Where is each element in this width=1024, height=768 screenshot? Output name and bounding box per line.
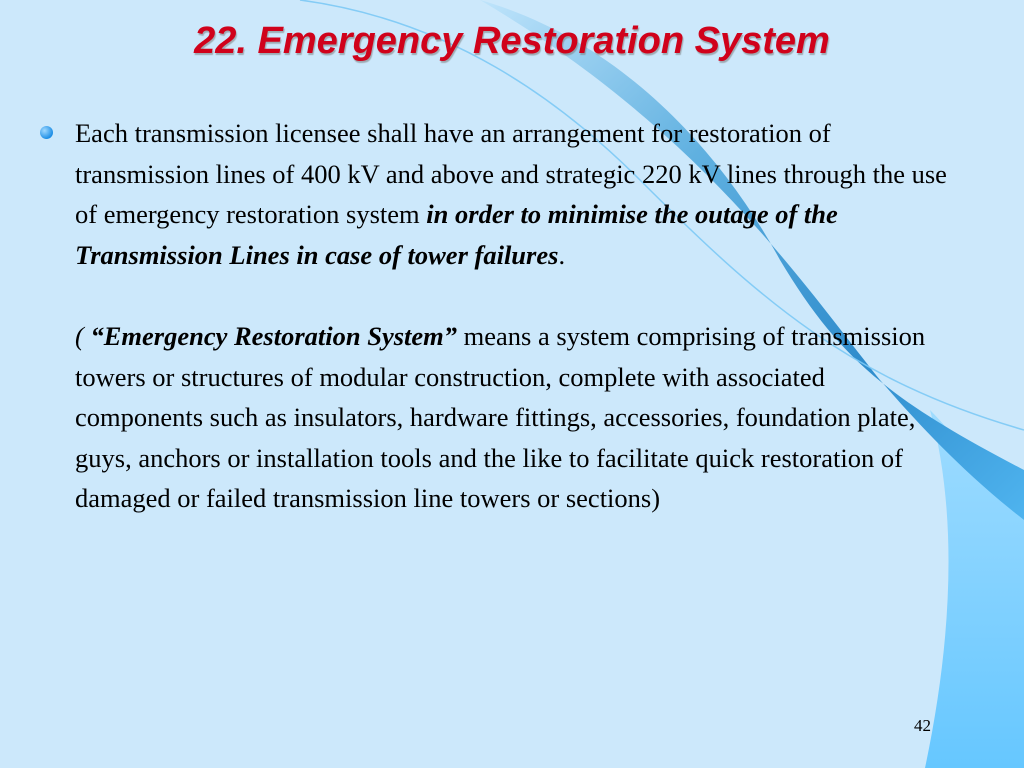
definition-paragraph xyxy=(75,316,954,519)
slide-title: 22. Emergency Restoration System xyxy=(194,20,830,62)
slide-body xyxy=(34,113,954,519)
definition-term: “Emergency Restoration System” xyxy=(90,321,458,351)
requirement-period: . xyxy=(558,239,566,270)
bullet-dot-icon xyxy=(40,126,53,139)
licensee-requirement-paragraph xyxy=(75,113,954,275)
page-number: 42 xyxy=(914,716,931,735)
definition-text: means a system comprising of transmission towers or structures of modular construction, complete with associated components such as insulators, hardware fittings, accessories, foundation plate, guys, anchors or installation tools and the like to facilitate quick restoration of damaged or failed transmission line towers or sections) xyxy=(75,321,926,513)
requirement-text: Each transmission licensee shall have an arrangement for restoration of transmission lines of 400 kV and above and strategic 220 kV lines through the use of emergency restoration system xyxy=(75,118,947,229)
bullet-item xyxy=(34,113,954,519)
definition-open-paren: ( xyxy=(75,321,91,351)
requirement-emphasis: in order to minimise the outage of the Transmission Lines in case of tower failures xyxy=(75,199,838,270)
